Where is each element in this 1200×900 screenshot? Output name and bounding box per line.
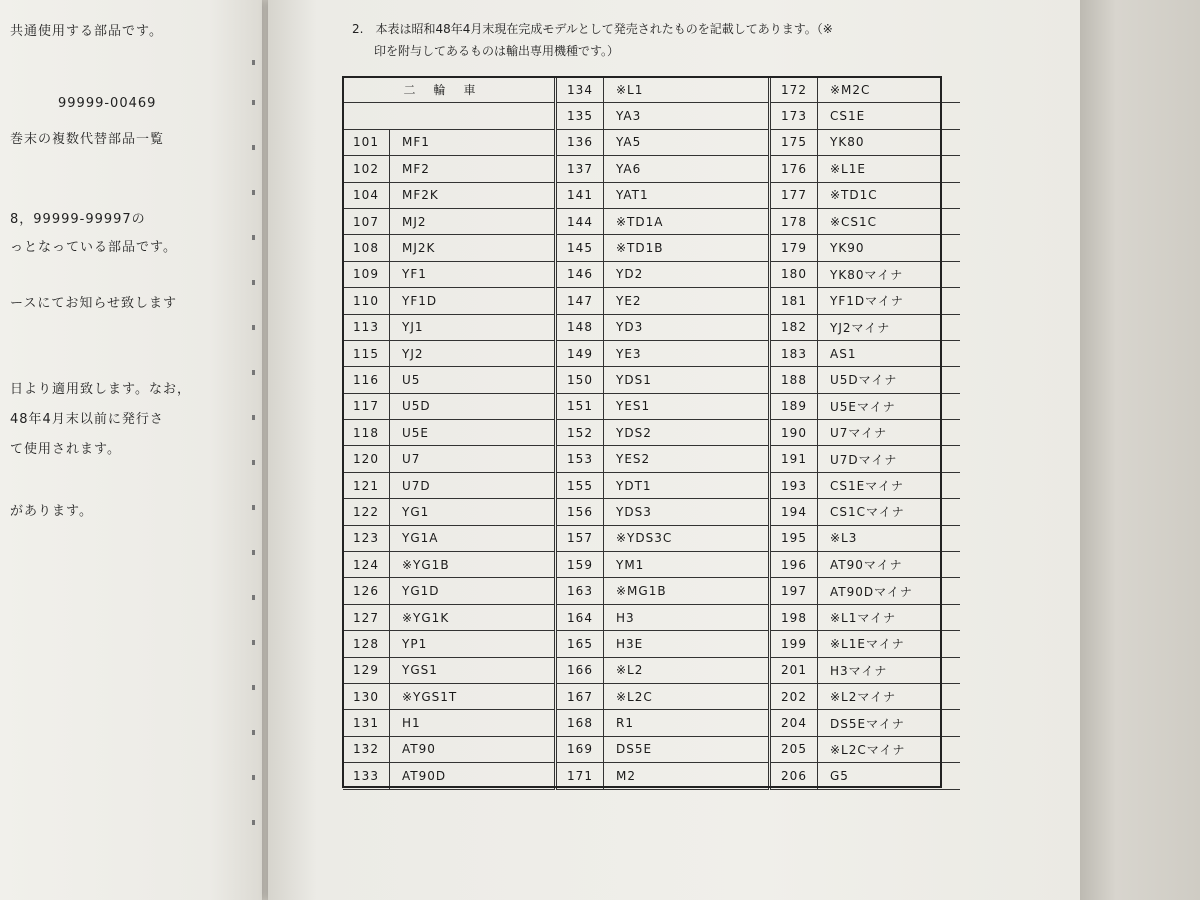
model-name-cell: YE3 — [604, 340, 770, 366]
model-name-cell: ※TD1C — [818, 182, 961, 208]
code-number-cell: 136 — [556, 129, 604, 155]
model-name-cell: YF1 — [390, 261, 556, 287]
code-number-cell: 133 — [343, 763, 390, 789]
model-name-cell: MF2K — [390, 182, 556, 208]
code-number-cell: 109 — [343, 261, 390, 287]
code-number-cell: 168 — [556, 710, 604, 736]
model-name-cell: U7 — [390, 446, 556, 472]
model-name-cell: YK90 — [818, 235, 961, 261]
model-name-cell: YDS2 — [604, 420, 770, 446]
code-number-cell: 201 — [770, 657, 818, 683]
code-number-cell: 198 — [770, 604, 818, 630]
model-name-cell: YP1 — [390, 631, 556, 657]
left-text-line: 巻末の複数代替部品一覧 — [10, 132, 165, 147]
model-name-cell: DS5E — [604, 736, 770, 762]
model-name-cell: CS1E — [818, 103, 961, 129]
table-row — [343, 525, 960, 551]
code-number-cell: 150 — [556, 367, 604, 393]
table-row — [343, 736, 960, 762]
model-name-cell: YES2 — [604, 446, 770, 472]
code-number-cell: 147 — [556, 288, 604, 314]
model-name-cell: ※MG1B — [604, 578, 770, 604]
table-row — [343, 182, 960, 208]
code-number-cell: 179 — [770, 235, 818, 261]
code-number-cell: 108 — [343, 235, 390, 261]
model-name-cell: H3E — [604, 631, 770, 657]
code-number-cell: 156 — [556, 499, 604, 525]
model-name-cell: YD2 — [604, 261, 770, 287]
code-number-cell: 128 — [343, 631, 390, 657]
model-name-cell: MJ2 — [390, 208, 556, 234]
model-name-cell: CS1Eマイナ — [818, 472, 961, 498]
code-number-cell: 152 — [556, 420, 604, 446]
model-name-cell: H3マイナ — [818, 657, 961, 683]
model-name-cell: YG1D — [390, 578, 556, 604]
code-number-cell: 116 — [343, 367, 390, 393]
model-name-cell: ※CS1C — [818, 208, 961, 234]
model-name-cell: MJ2K — [390, 235, 556, 261]
table-row — [343, 763, 960, 789]
model-name-cell: U7D — [390, 472, 556, 498]
table-row — [343, 288, 960, 314]
model-name-cell: M2 — [604, 763, 770, 789]
model-name-cell: MF2 — [390, 156, 556, 182]
code-number-cell: 115 — [343, 340, 390, 366]
code-number-cell: 129 — [343, 657, 390, 683]
code-number-cell: 121 — [343, 472, 390, 498]
code-number-cell: 189 — [770, 393, 818, 419]
model-name-cell: YD3 — [604, 314, 770, 340]
table-empty-cell — [343, 103, 556, 129]
code-number-cell: 202 — [770, 683, 818, 709]
model-name-cell: ※L1 — [604, 77, 770, 103]
model-name-cell: R1 — [604, 710, 770, 736]
code-number-cell: 166 — [556, 657, 604, 683]
model-name-cell: H1 — [390, 710, 556, 736]
model-name-cell: YJ2マイナ — [818, 314, 961, 340]
code-number-cell: 163 — [556, 578, 604, 604]
code-number-cell: 145 — [556, 235, 604, 261]
code-number-cell: 127 — [343, 604, 390, 630]
code-number-cell: 149 — [556, 340, 604, 366]
table-row — [343, 235, 960, 261]
model-name-cell: ※L2Cマイナ — [818, 736, 961, 762]
model-name-cell: ※L3 — [818, 525, 961, 551]
table-row — [343, 103, 960, 129]
model-name-cell: YJ2 — [390, 340, 556, 366]
code-number-cell: 104 — [343, 182, 390, 208]
code-number-cell: 134 — [556, 77, 604, 103]
model-name-cell: ※L1マイナ — [818, 604, 961, 630]
model-name-cell: YAT1 — [604, 182, 770, 208]
model-name-cell: YA6 — [604, 156, 770, 182]
code-number-cell: 148 — [556, 314, 604, 340]
model-name-cell: U5 — [390, 367, 556, 393]
code-number-cell: 188 — [770, 367, 818, 393]
code-number-cell: 141 — [556, 182, 604, 208]
note-item-2-line-1: 2. 本表は昭和48年4月末現在完成モデルとして発売されたものを記載してあります。（※ — [352, 22, 833, 36]
model-name-cell: MF1 — [390, 129, 556, 155]
code-number-cell: 159 — [556, 552, 604, 578]
code-number-cell: 153 — [556, 446, 604, 472]
code-number-cell: 175 — [770, 129, 818, 155]
code-number-cell: 146 — [556, 261, 604, 287]
table-row — [343, 631, 960, 657]
code-number-cell: 191 — [770, 446, 818, 472]
model-name-cell: U7マイナ — [818, 420, 961, 446]
code-number-cell: 124 — [343, 552, 390, 578]
code-number-cell: 151 — [556, 393, 604, 419]
left-text-line: て使用されます。 — [10, 442, 121, 457]
table-row — [343, 208, 960, 234]
model-name-cell: ※M2C — [818, 77, 961, 103]
model-name-cell: YG1 — [390, 499, 556, 525]
code-number-cell: 131 — [343, 710, 390, 736]
model-name-cell: ※L1Eマイナ — [818, 631, 961, 657]
model-name-cell: ※YDS3C — [604, 525, 770, 551]
table-header-motorcycle: 二輪車 — [343, 77, 556, 103]
model-name-cell: YE2 — [604, 288, 770, 314]
note-item-2-line-2: 印を附与してあるものは輸出専用機種です。） — [374, 44, 620, 58]
model-name-cell: YA3 — [604, 103, 770, 129]
code-number-cell: 113 — [343, 314, 390, 340]
code-number-cell: 193 — [770, 472, 818, 498]
table-row — [343, 604, 960, 630]
code-number-cell: 177 — [770, 182, 818, 208]
code-number-cell: 126 — [343, 578, 390, 604]
model-name-cell: U7Dマイナ — [818, 446, 961, 472]
code-number-cell: 205 — [770, 736, 818, 762]
model-name-cell: YGS1 — [390, 657, 556, 683]
code-number-cell: 132 — [343, 736, 390, 762]
model-name-cell: AT90Dマイナ — [818, 578, 961, 604]
code-number-cell: 172 — [770, 77, 818, 103]
code-number-cell: 195 — [770, 525, 818, 551]
model-name-cell: YA5 — [604, 129, 770, 155]
code-number-cell: 194 — [770, 499, 818, 525]
code-number-cell: 117 — [343, 393, 390, 419]
model-name-cell: ※TD1A — [604, 208, 770, 234]
code-number-cell: 120 — [343, 446, 390, 472]
model-name-cell: U5Dマイナ — [818, 367, 961, 393]
model-name-cell: YJ1 — [390, 314, 556, 340]
book-edge — [1080, 0, 1200, 900]
model-name-cell: YDS3 — [604, 499, 770, 525]
code-number-cell: 180 — [770, 261, 818, 287]
table-row — [343, 446, 960, 472]
model-name-cell: CS1Cマイナ — [818, 499, 961, 525]
model-name-cell: YF1Dマイナ — [818, 288, 961, 314]
table-row — [343, 657, 960, 683]
code-number-cell: 110 — [343, 288, 390, 314]
code-number-cell: 137 — [556, 156, 604, 182]
table-row — [343, 261, 960, 287]
table-row — [343, 420, 960, 446]
table-row — [343, 340, 960, 366]
left-text-line: 共通使用する部品です。 — [10, 24, 163, 39]
code-number-cell: 167 — [556, 683, 604, 709]
code-number-cell: 135 — [556, 103, 604, 129]
model-name-cell: ※YG1K — [390, 604, 556, 630]
code-number-cell: 176 — [770, 156, 818, 182]
model-name-cell: ※TD1B — [604, 235, 770, 261]
model-name-cell: U5E — [390, 420, 556, 446]
model-name-cell: U5Eマイナ — [818, 393, 961, 419]
left-text-line: 48年4月末以前に発行さ — [10, 412, 164, 427]
model-name-cell: DS5Eマイナ — [818, 710, 961, 736]
table-row — [343, 129, 960, 155]
left-page — [0, 0, 262, 900]
binding-stitches — [252, 0, 256, 900]
model-name-cell: U5D — [390, 393, 556, 419]
code-number-cell: 165 — [556, 631, 604, 657]
code-number-cell: 182 — [770, 314, 818, 340]
table-row — [343, 393, 960, 419]
model-name-cell: YG1A — [390, 525, 556, 551]
model-name-cell: ※L2C — [604, 683, 770, 709]
code-number-cell: 190 — [770, 420, 818, 446]
table-row — [343, 578, 960, 604]
model-name-cell: AT90 — [390, 736, 556, 762]
table-row — [343, 156, 960, 182]
table-row — [343, 314, 960, 340]
model-name-cell: AS1 — [818, 340, 961, 366]
code-number-cell: 169 — [556, 736, 604, 762]
code-number-cell: 183 — [770, 340, 818, 366]
code-number-cell: 155 — [556, 472, 604, 498]
model-name-cell: ※L2マイナ — [818, 683, 961, 709]
model-name-cell: YM1 — [604, 552, 770, 578]
left-text-line: 日より適用致します。なお， — [10, 382, 191, 397]
left-text-line: があります。 — [10, 504, 93, 519]
code-number-cell: 164 — [556, 604, 604, 630]
left-text-line: 8，99999-99997の — [10, 212, 146, 227]
table-row — [343, 367, 960, 393]
model-name-cell: H3 — [604, 604, 770, 630]
model-name-cell: AT90D — [390, 763, 556, 789]
model-name-cell: ※YG1B — [390, 552, 556, 578]
model-name-cell: AT90マイナ — [818, 552, 961, 578]
code-number-cell: 123 — [343, 525, 390, 551]
left-text-line: 99999-00469 — [58, 96, 157, 111]
code-number-cell: 178 — [770, 208, 818, 234]
left-text-line: ースにてお知らせ致します — [10, 296, 177, 311]
code-number-cell: 122 — [343, 499, 390, 525]
model-name-cell: YF1D — [390, 288, 556, 314]
code-number-cell: 118 — [343, 420, 390, 446]
code-number-cell: 107 — [343, 208, 390, 234]
code-number-cell: 181 — [770, 288, 818, 314]
model-code-table — [343, 77, 960, 790]
code-number-cell: 199 — [770, 631, 818, 657]
model-name-cell: YDT1 — [604, 472, 770, 498]
code-number-cell: 144 — [556, 208, 604, 234]
left-text-line: っとなっている部品です。 — [10, 240, 177, 255]
model-name-cell: ※L2 — [604, 657, 770, 683]
code-number-cell: 197 — [770, 578, 818, 604]
table-row — [343, 552, 960, 578]
code-number-cell: 206 — [770, 763, 818, 789]
model-name-cell: YDS1 — [604, 367, 770, 393]
model-name-cell: YES1 — [604, 393, 770, 419]
table-row — [343, 499, 960, 525]
code-number-cell: 173 — [770, 103, 818, 129]
model-name-cell: YK80マイナ — [818, 261, 961, 287]
table-row — [343, 683, 960, 709]
model-name-cell: G5 — [818, 763, 961, 789]
code-number-cell: 196 — [770, 552, 818, 578]
code-number-cell: 130 — [343, 683, 390, 709]
code-number-cell: 204 — [770, 710, 818, 736]
model-name-cell: YK80 — [818, 129, 961, 155]
model-name-cell: ※YGS1T — [390, 683, 556, 709]
table-row — [343, 472, 960, 498]
code-number-cell: 157 — [556, 525, 604, 551]
table-row — [343, 77, 960, 103]
code-number-cell: 102 — [343, 156, 390, 182]
model-name-cell: ※L1E — [818, 156, 961, 182]
table-row — [343, 710, 960, 736]
code-number-cell: 171 — [556, 763, 604, 789]
code-number-cell: 101 — [343, 129, 390, 155]
